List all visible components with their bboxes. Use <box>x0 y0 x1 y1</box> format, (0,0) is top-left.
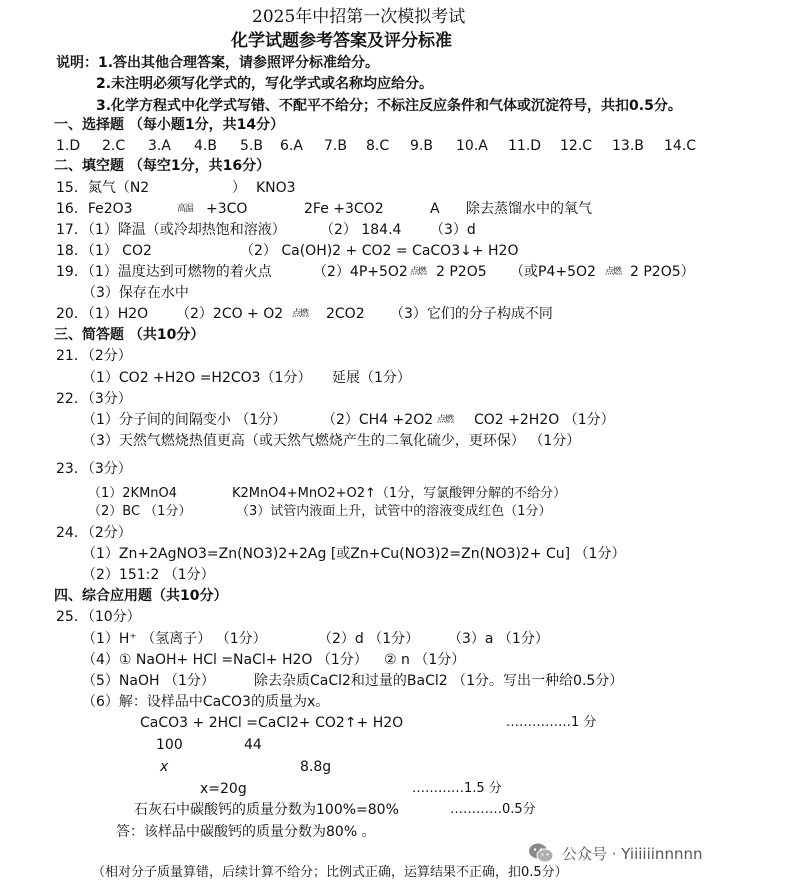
section-3-title: 三、简答题 （共10分） <box>54 327 205 343</box>
q24-head: 24．（2分） <box>56 525 132 541</box>
q22-head: 22．（3分） <box>56 391 132 407</box>
choice-answer: 5.B <box>240 138 263 154</box>
watermark-label: 公众号 · Yiiiiiinnnnn <box>562 844 703 863</box>
choice-answer: 1.D <box>56 138 81 154</box>
q22-c: CO2 +2H2O （1分） <box>474 412 615 428</box>
q18-b: （2） Ca(OH)2 + CO2 = CaCO3↓+ H2O <box>240 243 519 259</box>
choice-answer: 12.C <box>560 138 593 154</box>
q16-d: A <box>430 201 440 217</box>
q21-head: 21．（2分） <box>56 348 132 364</box>
q16-c: 2Fe +3CO2 <box>304 201 384 217</box>
q25-l1-a: （1）H⁺ （氢离子） （1分） <box>82 631 267 647</box>
q19-condition-2: 点燃 <box>605 267 622 277</box>
q22-a: （1）分子间的间隔变小 （1分） <box>82 412 287 428</box>
q17-c: （3）d <box>430 222 476 238</box>
q25-l2-a: （4）① NaOH+ HCl =NaCl+ H2O （1分） <box>82 652 368 668</box>
note-3: 3.化学方程式中化学式写错、不配平不给分；不标注反应条件和气体或沉淀符号，共扣0.5分。 <box>96 98 682 114</box>
page-subtitle: 化学试题参考答案及评分标准 <box>231 31 452 51</box>
q22-condition: 点燃 <box>437 415 454 425</box>
q20-condition: 点燃 <box>292 309 309 319</box>
choice-answer: 14.C <box>664 138 697 154</box>
footer-note: （相对分子质量算错，后续计算不给分；比例式正确，运算结果不正确，扣0.5分） <box>92 865 568 880</box>
q25-answer: 答：该样品中碳酸钙的质量分数为80% 。 <box>116 824 376 840</box>
q25-var-x: x <box>160 759 169 775</box>
q16-condition: 高温 <box>177 204 194 214</box>
q23-d: （3）试管内液面上升，试管中的溶液变成红色（1分） <box>236 504 552 519</box>
q24-a: （1）Zn+2AgNO3=Zn(NO3)2+2Ag [或Zn+Cu(NO3)2=Zn(NO3)2+ Cu] （1分） <box>82 546 626 562</box>
q21-b: 延展（1分） <box>332 370 411 386</box>
wechat-icon <box>528 842 554 864</box>
section-2-title: 二、填空题 （每空1分，共16分） <box>54 158 271 174</box>
q25-l1-c: （3）a （1分） <box>448 631 549 647</box>
q17-b: （2） 184.4 <box>320 222 402 238</box>
q15-a: 15．氮气（N2 <box>56 180 150 196</box>
q19-b: （2）4P+5O2 <box>313 264 408 280</box>
q25-equation-points: ……………1 分 <box>506 715 597 730</box>
choice-answer: 8.C <box>366 138 390 154</box>
q20-b: （2）2CO + O2 <box>176 306 284 322</box>
q23-b: K2MnO4+MnO2+O2↑（1分，写氯酸钾分解的不给分） <box>232 486 567 501</box>
choice-answer: 3.A <box>148 138 171 154</box>
q19-c: 2 P2O5 <box>436 264 487 280</box>
q15-b: ） <box>232 180 246 196</box>
q20-a: 20．（1）H2O <box>56 306 149 322</box>
q20-d: （3）它们的分子构成不同 <box>390 306 553 322</box>
note-2: 2.未注明必须写化学式的，写化学式或名称均应给分。 <box>96 76 434 92</box>
q16-e: 除去蒸馏水中的氧气 <box>466 201 592 217</box>
q25-l2-b: ② n （1分） <box>384 652 466 668</box>
q16-b: +3CO <box>206 201 248 217</box>
choice-answer: 2.C <box>102 138 126 154</box>
q25-mass-co2: 44 <box>244 737 262 753</box>
q19-e: 2 P2O5） <box>630 264 695 280</box>
q24-b: （2）151:2 （1分） <box>82 567 215 583</box>
q25-mass-caco3: 100 <box>156 737 183 753</box>
choice-answer: 9.B <box>410 138 433 154</box>
q19-condition: 点燃 <box>410 267 427 277</box>
q25-head: 25．（10分） <box>56 609 141 625</box>
q25-fraction: 石灰石中碳酸钙的质量分数为100%=80% <box>134 802 399 818</box>
q15-c: KNO3 <box>256 180 296 196</box>
q19-a: 19．（1）温度达到可燃物的着火点 <box>56 264 272 280</box>
choice-answer: 10.A <box>456 138 488 154</box>
q25-l3-b: 除去杂质CaCl2和过量的BaCl2 （1分。写出一种给0.5分） <box>254 673 624 689</box>
choice-answer: 13.B <box>612 138 644 154</box>
q23-c: （2）BC （1分） <box>88 504 192 519</box>
q25-l3-a: （5）NaOH （1分） <box>82 673 215 689</box>
q21-a: （1）CO2 +H2O =H2CO3（1分） <box>82 370 312 386</box>
q25-equation: CaCO3 + 2HCl =CaCl2+ CO2↑+ H2O <box>140 715 404 731</box>
page-title: 2025年中招第一次模拟考试 <box>252 7 466 27</box>
q25-l1-b: （2）d （1分） <box>318 631 420 647</box>
q23-head: 23．（3分） <box>56 461 132 477</box>
q25-result-points: …………1.5 分 <box>412 781 502 796</box>
watermark <box>528 840 702 866</box>
q20-c: 2CO2 <box>326 306 365 322</box>
q25-co2-value: 8.8g <box>300 759 332 775</box>
choice-answer: 11.D <box>508 138 542 154</box>
q22-b: （2）CH4 +2O2 <box>322 412 434 428</box>
q17-a: 17．（1）降温（或冷却热饱和溶液） <box>56 222 286 238</box>
choice-answer: 7.B <box>324 138 347 154</box>
choice-answer: 4.B <box>194 138 217 154</box>
q19-d: （或P4+5O2 <box>510 264 596 280</box>
q16-a: 16．Fe2O3 <box>56 201 133 217</box>
q19-part3: （3）保存在水中 <box>82 285 189 301</box>
q25-fraction-points: …………0.5分 <box>450 802 536 817</box>
choice-answer: 6.A <box>280 138 303 154</box>
q25-l4: （6）解：设样品中CaCO3的质量为x。 <box>82 694 330 710</box>
q18-a: 18．（1） CO2 <box>56 243 152 259</box>
q22-d: （3）天然气燃烧热值更高（或天然气燃烧产生的二氧化硫少，更环保） （1分） <box>82 433 581 449</box>
note-1: 说明：1.答出其他合理答案，请参照评分标准给分。 <box>56 55 380 71</box>
section-1-title: 一、选择题 （每小题1分，共14分） <box>54 117 285 133</box>
q23-a: （1）2KMnO4 <box>88 486 178 501</box>
section-4-title: 四、综合应用题（共10分） <box>54 588 228 604</box>
q25-result: x=20g <box>200 781 247 797</box>
